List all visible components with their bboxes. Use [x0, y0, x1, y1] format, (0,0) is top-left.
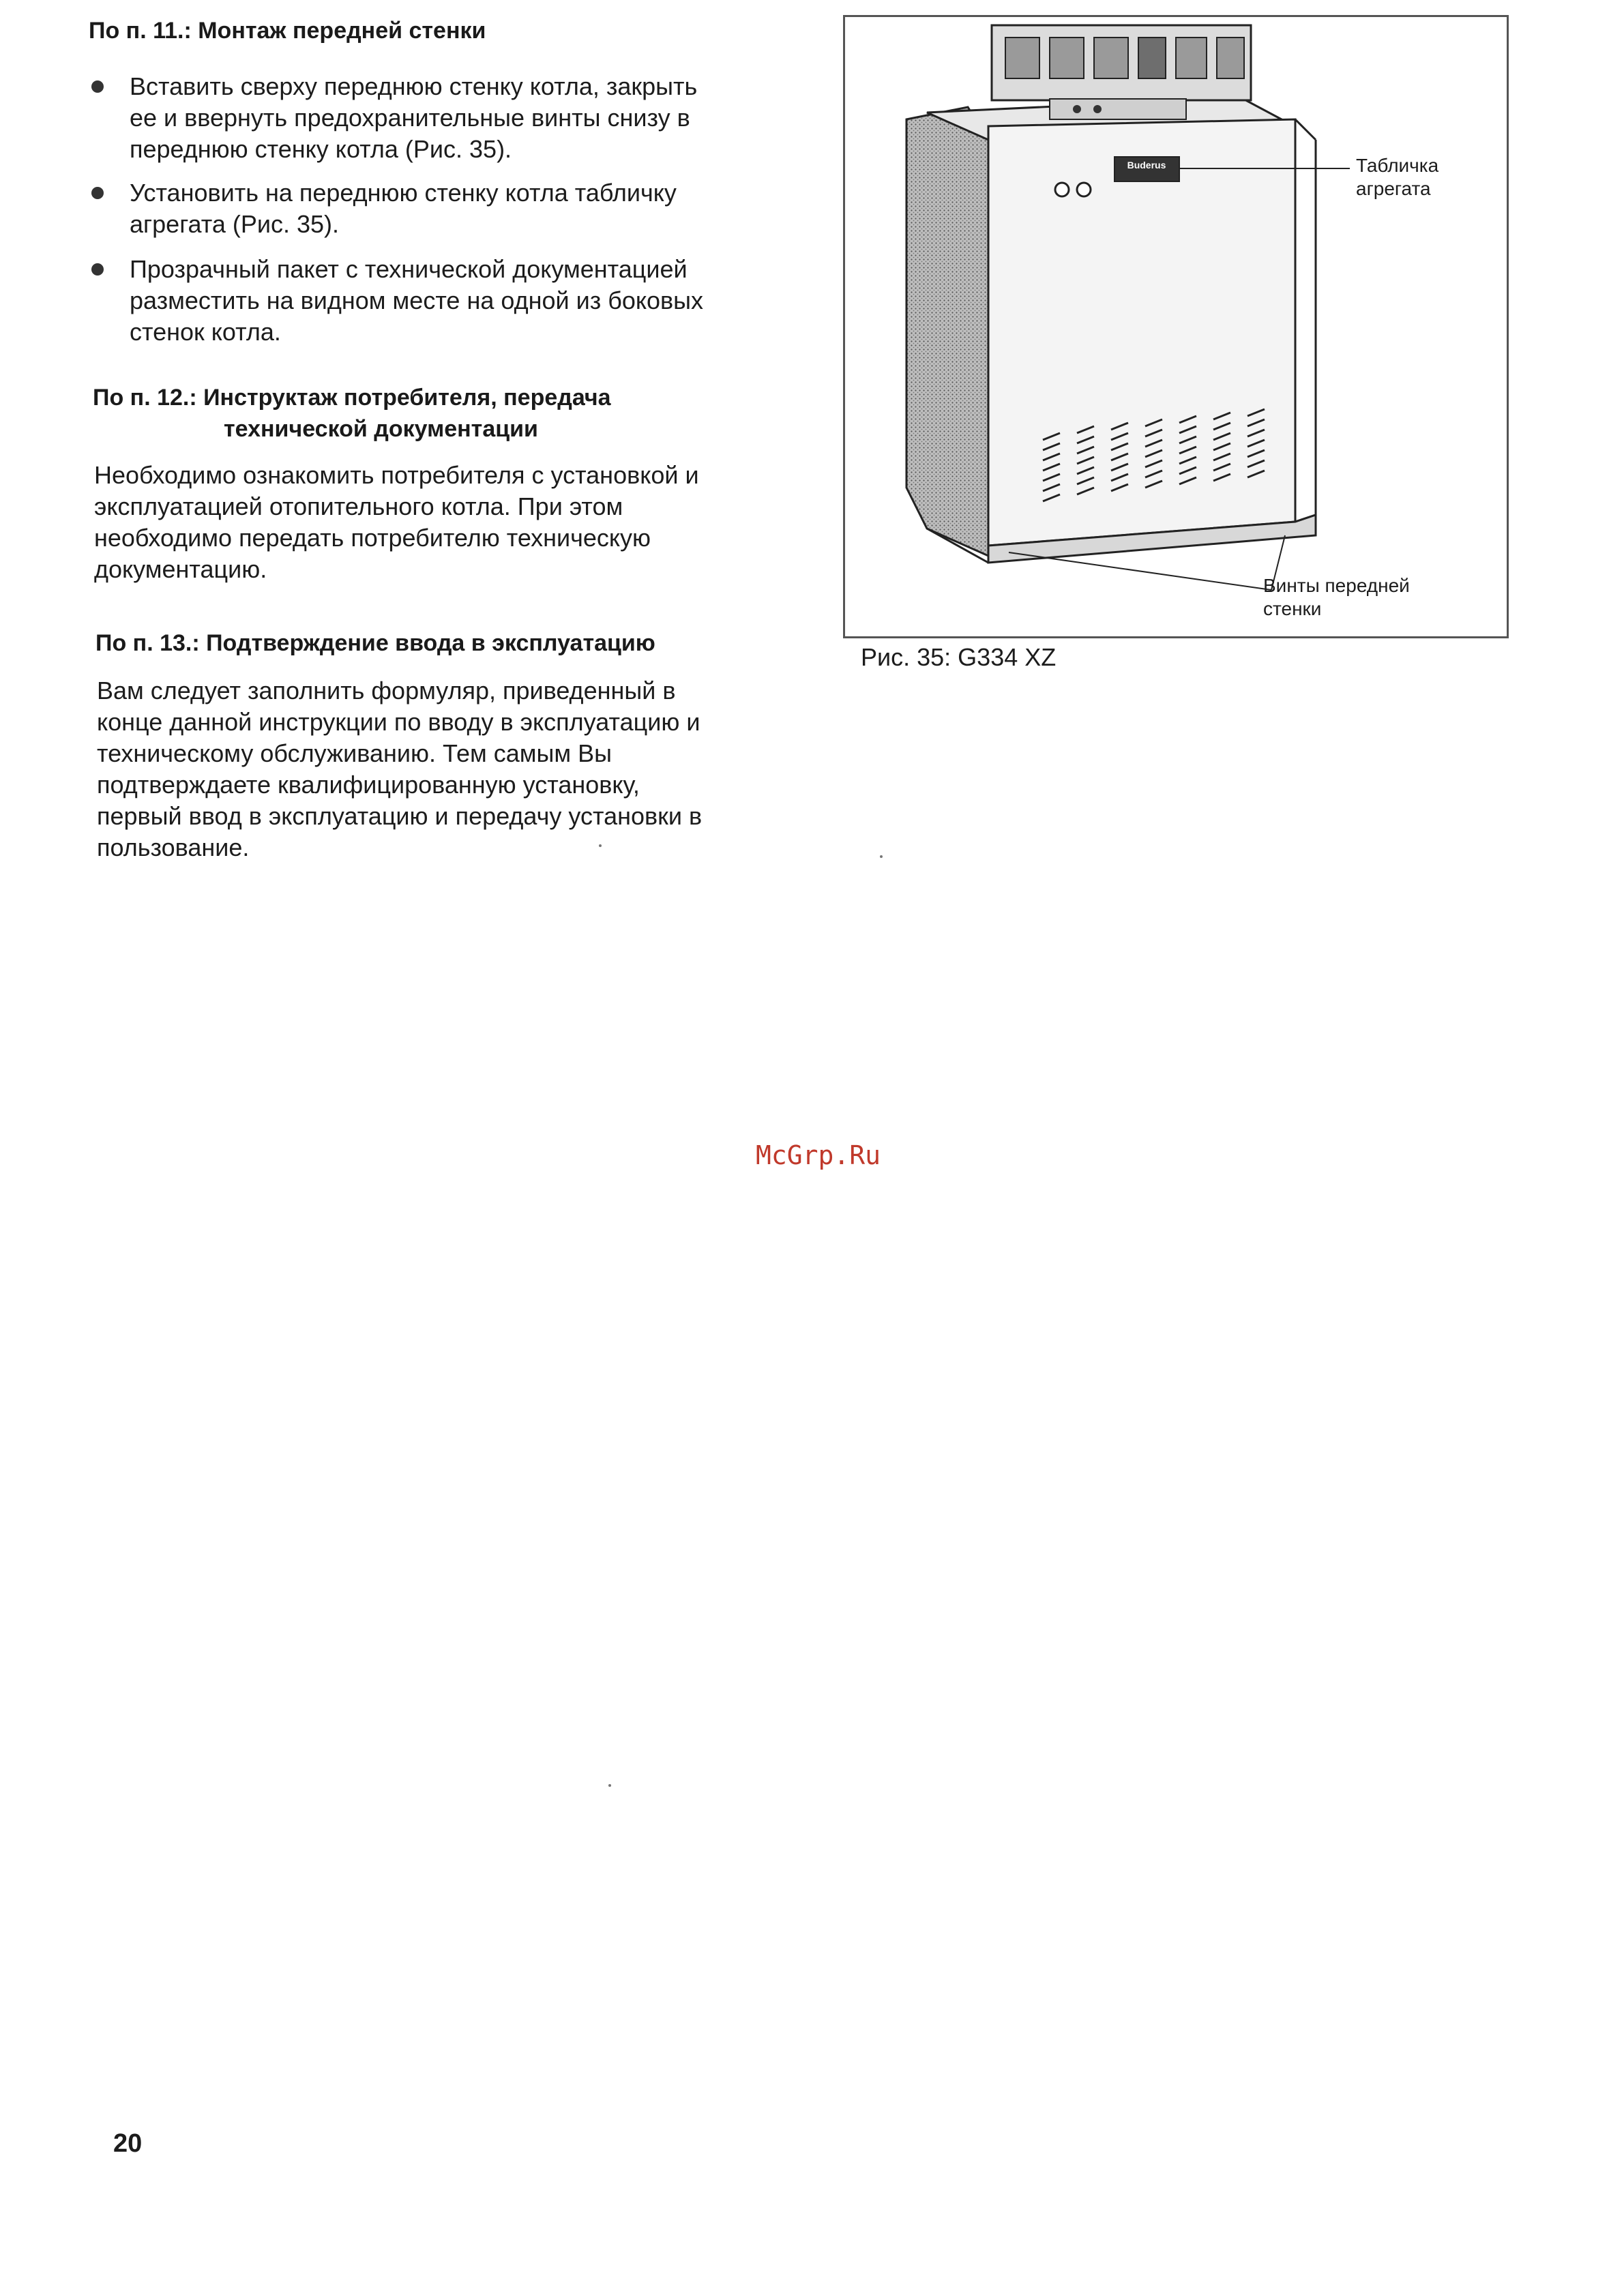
bullet-line: агрегата (Рис. 35).: [130, 210, 340, 238]
bullet-line: Прозрачный пакет с технической документацией: [130, 255, 688, 283]
paragraph-line: подтверждаете квалифицированную установку,: [97, 771, 640, 799]
paragraph-line: необходимо передать потребителю техническую: [94, 524, 651, 552]
page-number: 20: [113, 2129, 143, 2158]
callout-line: Винты передней: [1263, 575, 1410, 596]
bullet-line: переднюю стенку котла (Рис. 35).: [130, 135, 512, 163]
knob-icon: [1077, 183, 1091, 196]
paragraph-line: техническому обслуживанию. Тем самым Вы: [97, 739, 612, 767]
boiler-illustration: [845, 17, 1507, 636]
figure-35-frame: [843, 15, 1509, 638]
side-panel: [906, 107, 988, 556]
bullet-item: [130, 71, 825, 165]
paragraph-line: Вам следует заполнить формуляр, приведенный в: [97, 677, 676, 705]
callout-plate-label: [1356, 154, 1438, 201]
bullet-line: Установить на переднюю стенку котла табличку: [130, 179, 677, 207]
paragraph-line: эксплуатацией отопительного котла. При этом: [94, 492, 623, 520]
figure-caption: Рис. 35: G334 XZ: [861, 643, 1057, 671]
knob-icon: [1055, 183, 1069, 196]
bullet-line: ее и ввернуть предохранительные винты снизу в: [130, 104, 690, 132]
callout-line: стенки: [1263, 598, 1322, 619]
section-11-heading: По п. 11.: Монтаж передней стенки: [89, 18, 486, 44]
bullet-item: [130, 177, 825, 240]
brand-label: Buderus: [1127, 160, 1166, 170]
scan-speck: [599, 844, 602, 847]
section-13-heading: По п. 13.: Подтверждение ввода в эксплуатацию: [95, 630, 655, 656]
bullet-dot-icon: [91, 263, 104, 276]
scan-speck: [880, 855, 883, 858]
bullet-line: Вставить сверху переднюю стенку котла, закрыть: [130, 72, 698, 100]
bullet-dot-icon: [91, 187, 104, 199]
paragraph-line: документацию.: [94, 555, 267, 583]
paragraph-line: конце данной инструкции по вводу в эксплуатацию и: [97, 708, 700, 736]
bullet-dot-icon: [91, 80, 104, 93]
paragraph-line: первый ввод в эксплуатацию и передачу установки в: [97, 802, 703, 830]
section-12-paragraph: [94, 460, 776, 585]
callout-line: Табличка: [1356, 155, 1439, 176]
front-panel: [988, 119, 1295, 546]
paragraph-line: Необходимо ознакомить потребителя с установкой и: [94, 461, 699, 489]
callout-leader: [1009, 552, 1271, 590]
section-12-heading: По п. 12.: Инструктаж потребителя, передача: [93, 385, 611, 411]
bullet-line: разместить на видном месте на одной из боковых: [130, 286, 704, 314]
callout-screws-label: [1263, 574, 1410, 621]
section-12-heading-continued: технической документации: [224, 416, 538, 442]
paragraph-line: пользование.: [97, 833, 250, 861]
bullet-item: [130, 254, 825, 348]
scan-speck: [608, 1784, 611, 1787]
section-13-paragraph: [97, 675, 779, 863]
watermark: McGrp.Ru: [756, 1140, 881, 1170]
callout-line: агрегата: [1356, 178, 1431, 199]
bullet-line: стенок котла.: [130, 318, 281, 346]
